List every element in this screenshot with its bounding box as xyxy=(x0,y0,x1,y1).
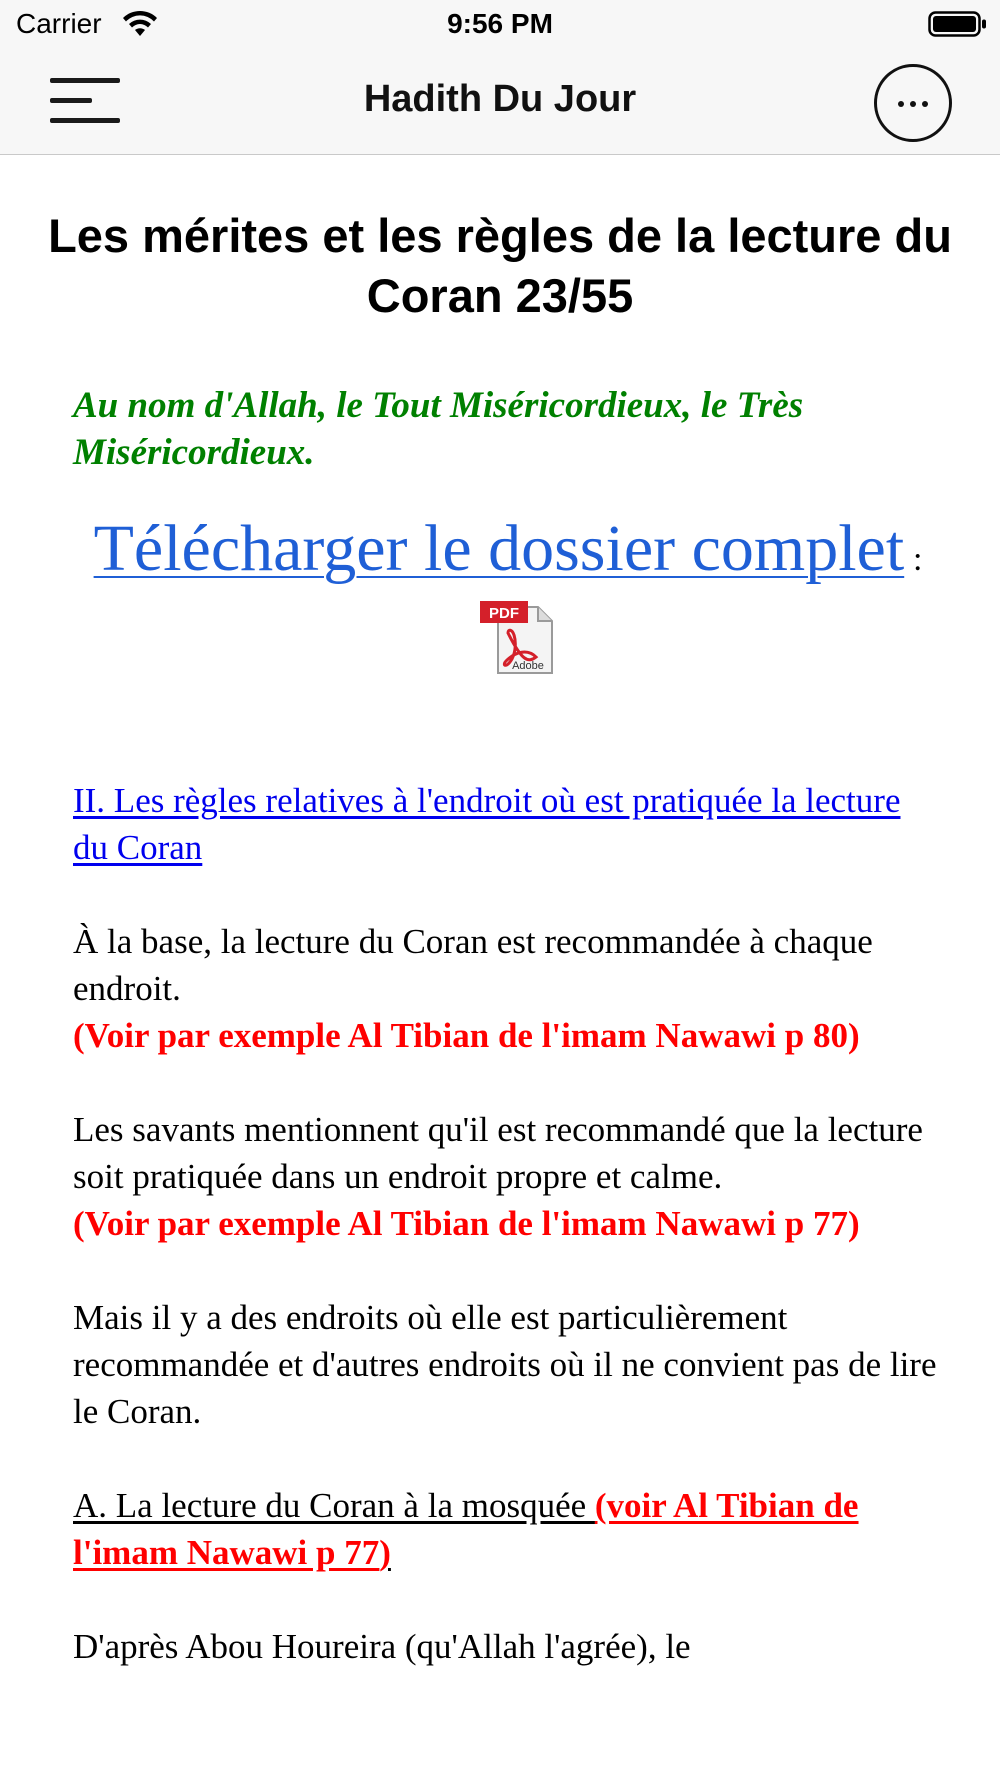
subsection-reference-close: ) xyxy=(379,1533,391,1572)
paragraph-3 xyxy=(73,1294,943,1435)
paragraph-1-reference: (Voir par exemple Al Tibian de l'imam Nawawi p 80) xyxy=(73,1016,860,1055)
download-section xyxy=(73,514,943,595)
basmala-text: Au nom d'Allah, le Tout Miséricordieux, le Très Miséricordieux. xyxy=(73,385,804,473)
more-options-button[interactable] xyxy=(874,64,952,142)
top-bar xyxy=(0,0,1000,155)
page-title: Les mérites et les règles de la lecture du Coran 23/55 xyxy=(48,209,952,322)
paragraph-2 xyxy=(73,1106,943,1247)
subsection-title: A. La lecture du Coran à la mosquée xyxy=(73,1486,595,1525)
paragraph-1-text: À la base, la lecture du Coran est recommandée à chaque endroit. xyxy=(73,922,873,1008)
battery-icon xyxy=(928,10,988,38)
paragraph-4: D'après Abou Houreira (qu'Allah l'agrée), le xyxy=(73,1627,691,1666)
navigation-bar xyxy=(0,50,1000,154)
section-link[interactable]: II. Les règles relatives à l'endroit où est pratiquée la lecture du Coran xyxy=(73,781,901,867)
nav-title: Hadith Du Jour xyxy=(363,78,637,120)
pdf-icon[interactable] xyxy=(478,599,558,677)
paragraph-1 xyxy=(73,918,943,1059)
download-full-file-link[interactable]: Télécharger le dossier complet xyxy=(93,512,905,585)
subsection-heading xyxy=(73,1482,943,1576)
pdf-label: PDF xyxy=(489,605,519,622)
status-time: 9:56 PM xyxy=(447,8,553,39)
subsection-reference: (voir Al Tibian de l'imam Nawawi p 77 xyxy=(73,1486,859,1572)
paragraph-3-text: Mais il y a des endroits où elle est particulièrement recommandée et d'autres endroits où il ne convient pas de lire le Coran. xyxy=(73,1298,937,1431)
pdf-brand-label: Adobe xyxy=(512,660,544,672)
download-colon: : xyxy=(912,541,923,578)
status-bar xyxy=(0,0,1000,50)
article-body xyxy=(73,382,943,1670)
ellipsis-circle-icon xyxy=(898,101,904,107)
paragraph-2-reference: (Voir par exemple Al Tibian de l'imam Nawawi p 77) xyxy=(73,1204,860,1243)
carrier-label: Carrier xyxy=(16,8,102,39)
paragraph-2-text: Les savants mentionnent qu'il est recommandé que la lecture soit pratiquée dans un endroit propre et calme. xyxy=(73,1110,923,1196)
